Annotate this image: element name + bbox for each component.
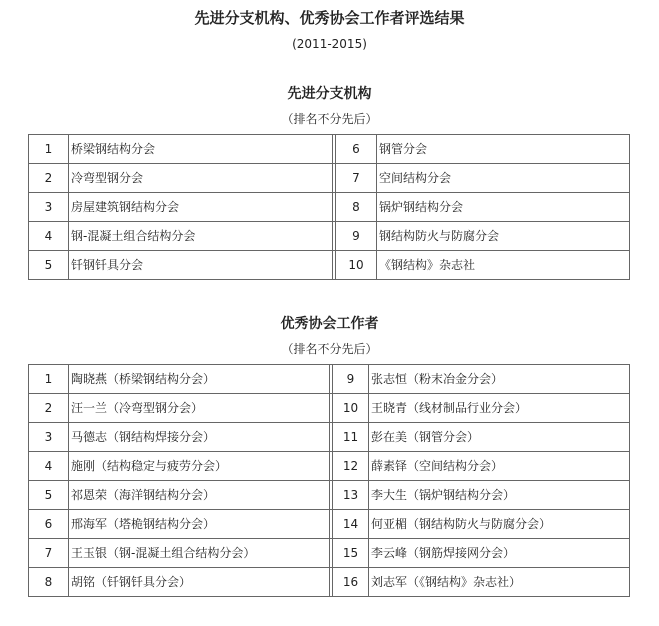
table-row [29, 423, 630, 452]
left-name: 汪一兰（冷弯型钢分会） [69, 394, 330, 423]
branches-heading: 先进分支机构 [287, 86, 372, 102]
table-row [29, 452, 630, 481]
right-number: 12 [333, 452, 369, 481]
right-number: 16 [333, 568, 369, 597]
workers-heading: 优秀协会工作者 [280, 316, 379, 332]
left-number: 2 [29, 394, 69, 423]
left-name: 王玉银（钢-混凝土组合结构分会） [69, 539, 330, 568]
right-number: 8 [336, 193, 377, 222]
right-number: 10 [336, 251, 377, 280]
right-name: 李云峰（钢筋焊接网分会） [369, 539, 630, 568]
branches-note: （排名不分先后） [281, 112, 378, 126]
right-name: 《钢结构》杂志社 [377, 251, 630, 280]
table-row [29, 164, 630, 193]
left-number: 4 [29, 222, 69, 251]
table-row [29, 135, 630, 164]
right-number: 13 [333, 481, 369, 510]
right-name: 王晓青（线材制品行业分会） [369, 394, 630, 423]
left-name: 施刚（结构稳定与疲劳分会） [69, 452, 330, 481]
left-name: 陶晓燕（桥梁钢结构分会） [69, 365, 330, 394]
right-number: 14 [333, 510, 369, 539]
right-number: 6 [336, 135, 377, 164]
period-subtitle: (2011-2015) [292, 37, 367, 51]
left-number: 8 [29, 568, 69, 597]
right-name: 钢管分会 [377, 135, 630, 164]
page-title: 先进分支机构、优秀协会工作者评选结果 [194, 9, 465, 27]
left-name: 邢海军（塔桅钢结构分会） [69, 510, 330, 539]
left-number: 3 [29, 423, 69, 452]
table-row [29, 365, 630, 394]
right-name: 钢结构防火与防腐分会 [377, 222, 630, 251]
table-row [29, 568, 630, 597]
right-name: 刘志军（《钢结构》杂志社） [369, 568, 630, 597]
left-name: 钎钢钎具分会 [69, 251, 333, 280]
left-number: 2 [29, 164, 69, 193]
table-row [29, 222, 630, 251]
branches-table [28, 134, 630, 280]
table-row [29, 394, 630, 423]
left-name: 钢-混凝土组合结构分会 [69, 222, 333, 251]
right-number: 9 [336, 222, 377, 251]
left-number: 1 [29, 135, 69, 164]
left-name: 祁恩荣（海洋钢结构分会） [69, 481, 330, 510]
right-name: 薛素铎（空间结构分会） [369, 452, 630, 481]
left-name: 桥梁钢结构分会 [69, 135, 333, 164]
left-name: 胡铭（钎钢钎具分会） [69, 568, 330, 597]
right-number: 10 [333, 394, 369, 423]
workers-note: （排名不分先后） [281, 342, 378, 356]
left-name: 马德志（钢结构焊接分会） [69, 423, 330, 452]
right-number: 11 [333, 423, 369, 452]
left-name: 房屋建筑钢结构分会 [69, 193, 333, 222]
left-number: 1 [29, 365, 69, 394]
table-row [29, 251, 630, 280]
right-name: 李大生（锅炉钢结构分会） [369, 481, 630, 510]
workers-table [28, 364, 630, 597]
table-row [29, 539, 630, 568]
right-number: 9 [333, 365, 369, 394]
left-number: 4 [29, 452, 69, 481]
table-row [29, 193, 630, 222]
left-number: 7 [29, 539, 69, 568]
right-number: 7 [336, 164, 377, 193]
table-row [29, 481, 630, 510]
left-name: 冷弯型钢分会 [69, 164, 333, 193]
right-number: 15 [333, 539, 369, 568]
left-number: 6 [29, 510, 69, 539]
right-name: 彭在美（钢管分会） [369, 423, 630, 452]
right-name: 张志恒（粉末冶金分会） [369, 365, 630, 394]
right-name: 锅炉钢结构分会 [377, 193, 630, 222]
left-number: 3 [29, 193, 69, 222]
right-name: 空间结构分会 [377, 164, 630, 193]
left-number: 5 [29, 251, 69, 280]
table-row [29, 510, 630, 539]
left-number: 5 [29, 481, 69, 510]
right-name: 何亚楣（钢结构防火与防腐分会） [369, 510, 630, 539]
